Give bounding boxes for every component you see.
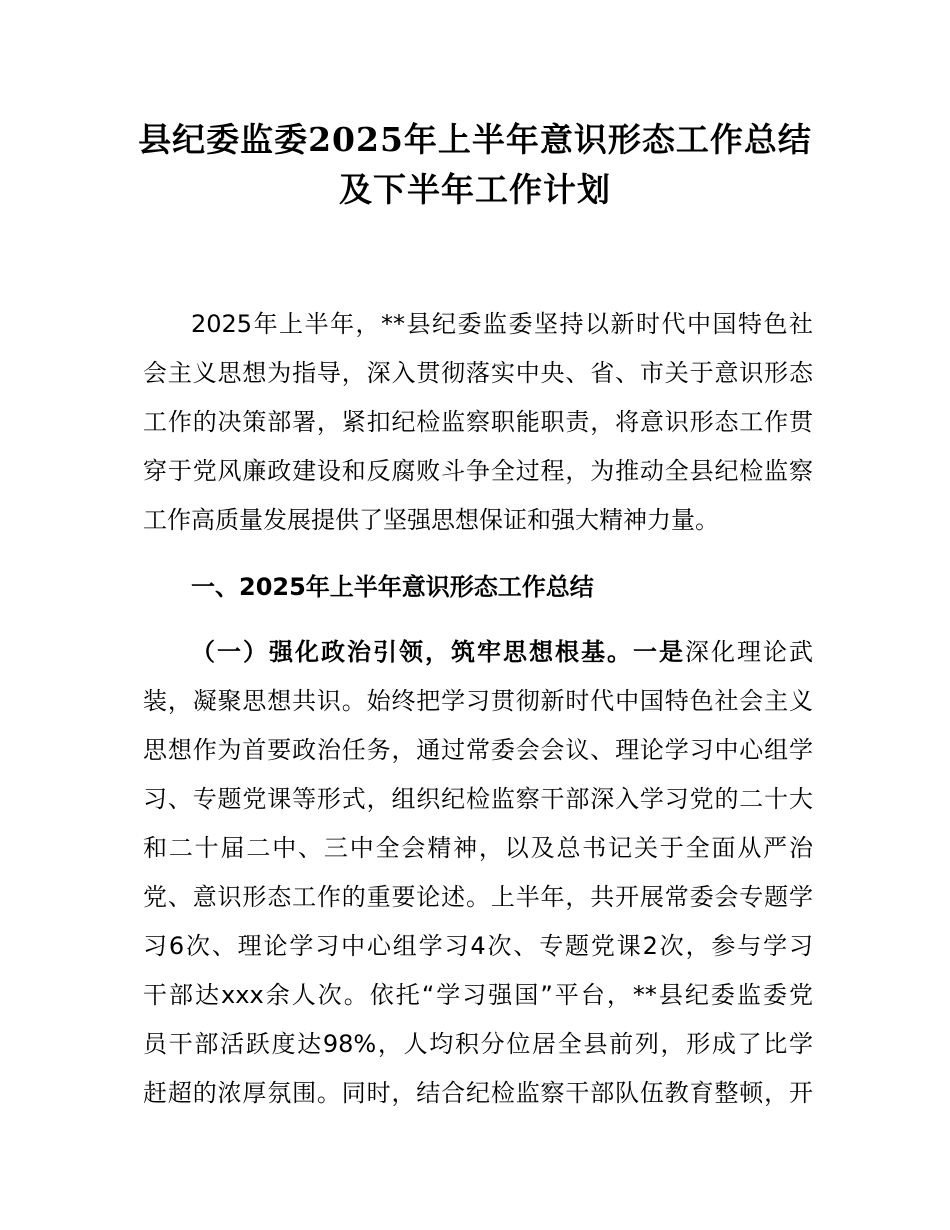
sub1-line-4: 习、专题党课等形式，组织纪检监察干部深入学习党的二十大 [143, 785, 813, 813]
document-title-line-2: 及下半年工作计划 [339, 170, 611, 209]
intro-line-5: 工作高质量发展提供了坚强思想保证和强大精神力量。 [143, 506, 719, 534]
intro-line-1: 2025年上半年，**县纪委监委坚持以新时代中国特色社 [191, 310, 813, 338]
section-1-heading: 一、2025年上半年意识形态工作总结 [191, 573, 594, 601]
sub1-line-5: 和二十届二中、三中全会精神，以及总书记关于全面从严治 [143, 834, 813, 862]
intro-line-4: 穿于党风廉政建设和反腐败斗争全过程，为推动全县纪检监察 [143, 457, 813, 485]
sub1-line-2: 装，凝聚思想共识。始终把学习贯彻新时代中国特色社会主义 [143, 687, 813, 715]
sub1-line-9: 员干部活跃度达98%，人均积分位居全县前列，形成了比学 [143, 1030, 813, 1058]
intro-line-3: 工作的决策部署，紧扣纪检监察职能职责，将意识形态工作贯 [143, 408, 813, 436]
sub1-line-8: 干部达xxx余人次。依托“学习强国”平台，**县纪委监委党 [143, 981, 813, 1009]
sub1-point1-label: 一是 [633, 638, 685, 666]
sub1-first-line-rest: 深化理论武 [685, 638, 813, 666]
sub1-line-1 [191, 636, 813, 668]
sub1-line-3: 思想作为首要政治任务，通过常委会会议、理论学习中心组学 [143, 736, 813, 764]
document-title-line-1: 县纪委监委2025年上半年意识形态工作总结 [138, 120, 812, 159]
sub1-heading: （一）强化政治引领，筑牢思想根基。 [191, 638, 633, 666]
sub1-line-10: 赶超的浓厚氛围。同时，结合纪检监察干部队伍教育整顿，开 [143, 1079, 813, 1107]
sub1-line-7: 习6次、理论学习中心组学习4次、专题党课2次，参与学习 [143, 932, 813, 960]
sub1-line-6: 党、意识形态工作的重要论述。上半年，共开展常委会专题学 [143, 883, 813, 911]
intro-line-2: 会主义思想为指导，深入贯彻落实中央、省、市关于意识形态 [143, 359, 813, 387]
